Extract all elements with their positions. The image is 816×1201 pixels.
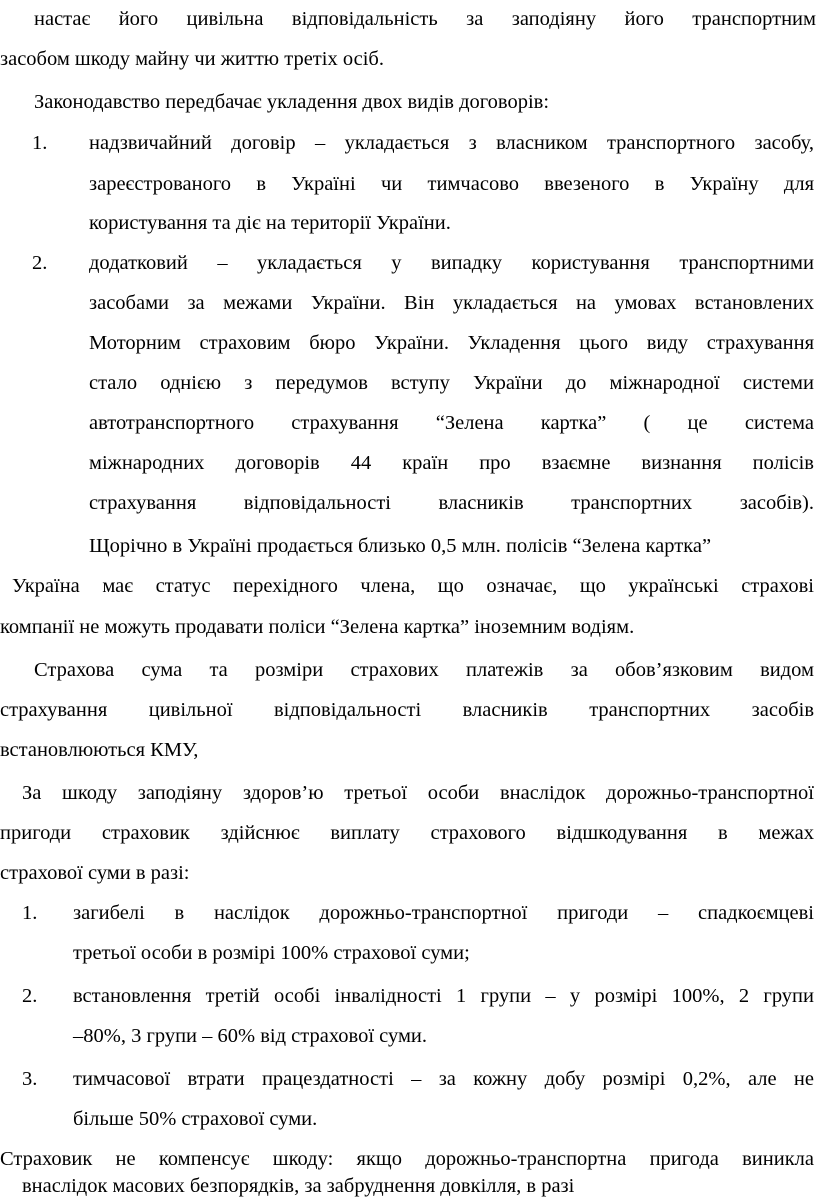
text-line-3: Законодавство передбачає укладення двох видів договорів: — [34, 91, 550, 113]
text-line-13: страхування відповідальності власників транспортних засобів). — [89, 493, 814, 514]
text-line-21: пригоди страховик здійснює виплату страхового відшкодування в межах — [0, 823, 814, 844]
text-line-28: більше 50% страхової суми. — [73, 1108, 318, 1130]
text-line-5: зареєстрованого в Україні чи тимчасово ввезеного в Україну для — [89, 174, 814, 195]
text-line-29: Страховик не компенсує шкоду: якщо дорожньо-транспортна пригода виникла — [0, 1149, 814, 1170]
text-line-12: міжнародних договорів 44 країн про взаємне визнання полісів — [89, 453, 814, 474]
text-line-20: За шкоду заподіяну здоров’ю третьої особи внаслідок дорожньо-транспортної — [22, 783, 814, 804]
list-number: 1. — [32, 132, 48, 154]
text-line-8: засобами за межами України. Він укладається на умовах встановлених — [89, 293, 814, 314]
text-line-22: страхової суми в разі: — [0, 862, 190, 884]
text-line-9: Моторним страховим бюро України. Укладення цього виду страхування — [89, 333, 814, 354]
list-number: 2. — [22, 985, 38, 1007]
text-line-26: –80%, 3 групи – 60% від страхової суми. — [73, 1025, 428, 1047]
list-number: 2. — [32, 252, 48, 274]
text-line-10: стало однією з передумов вступу України до міжнародної системи — [89, 373, 814, 394]
text-line-18: страхування цивільної відповідальності власників транспортних засобів — [0, 700, 814, 721]
text-line-30: внаслідок масових безпорядків, за забруднення довкілля, в разі — [22, 1175, 575, 1197]
text-line-7: додатковий – укладається у випадку користування транспортними — [89, 253, 814, 274]
list-number: 1. — [22, 902, 38, 924]
text-line-27: тимчасової втрати працездатності – за кожну добу розмірі 0,2%, але не — [73, 1069, 814, 1090]
text-line-15: Україна має статус перехідного члена, що означає, що українські страхові — [12, 576, 814, 597]
text-line-4: надзвичайний договір – укладається з власником транспортного засобу, — [89, 133, 814, 154]
text-line-19: встановлюються КМУ, — [0, 739, 199, 761]
text-line-24: третьої особи в розмірі 100% страхової суми; — [73, 942, 470, 964]
text-line-2: засобом шкоду майну чи життю третіх осіб. — [0, 48, 384, 70]
text-line-23: загибелі в наслідок дорожньо-транспортної пригоди – спадкоємцеві — [73, 903, 814, 924]
text-line-16: компанії не можуть продавати поліси “Зелена картка” іноземним водіям. — [0, 616, 635, 638]
text-line-25: встановлення третій особі інвалідності 1 групи – у розмірі 100%, 2 групи — [73, 986, 814, 1007]
text-line-17: Страхова сума та розміри страхових платежів за обов’язковим видом — [34, 660, 814, 681]
text-line-6: користування та діє на території України. — [89, 212, 451, 234]
text-line-1: настає його цивільна відповідальність за заподіяну його транспортним — [34, 9, 816, 30]
text-line-11: автотранспортного страхування “Зелена картка” ( це система — [89, 413, 814, 434]
text-line-14: Щорічно в Україні продається близько 0,5 млн. полісів “Зелена картка” — [89, 535, 712, 557]
list-number: 3. — [22, 1068, 38, 1090]
